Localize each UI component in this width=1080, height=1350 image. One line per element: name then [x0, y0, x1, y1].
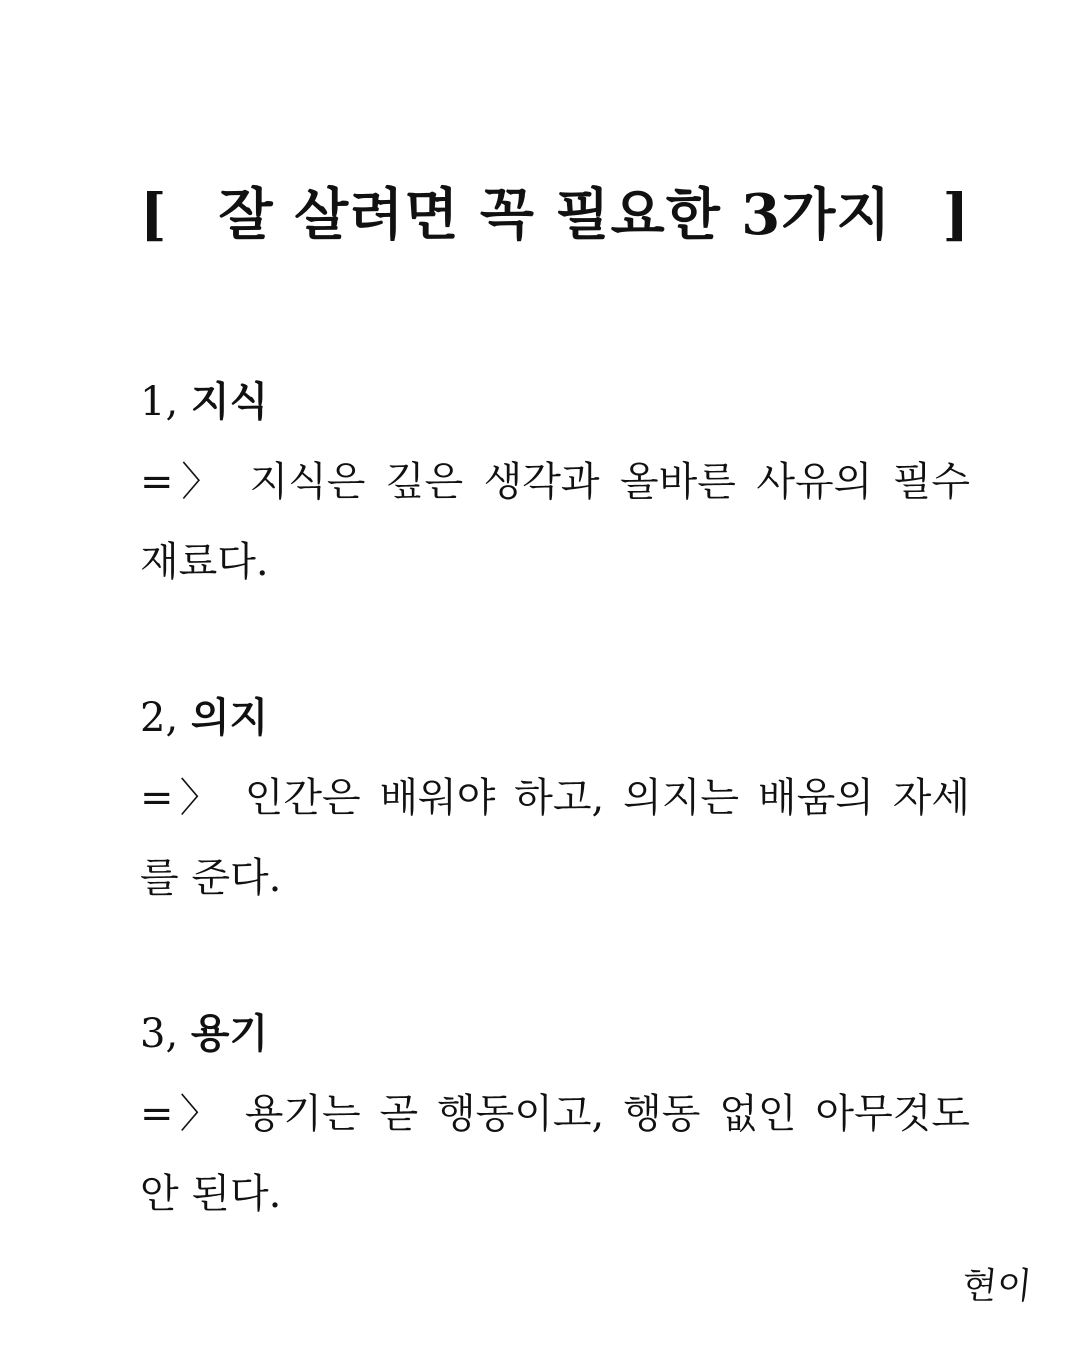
section-number: 2, — [140, 695, 179, 741]
section-courage — [140, 1004, 970, 1224]
page-title — [140, 170, 970, 260]
section-heading — [140, 372, 970, 432]
title-close-bracket: ] — [942, 182, 970, 248]
section-heading — [140, 688, 970, 748]
section-will — [140, 688, 970, 908]
section-title: 지식 — [190, 378, 269, 425]
title-open-bracket: [ — [140, 182, 168, 248]
section-title: 의지 — [190, 694, 269, 741]
section-body-line: =〉 용기는 곧 행동이고, 행동 없인 아무것도 — [140, 1091, 970, 1137]
section-body-line: =〉 지식은 깊은 생각과 올바른 사유의 필수 — [140, 459, 970, 505]
section-body-line: 를 준다. — [140, 855, 282, 901]
signature: 현이 — [960, 1266, 1035, 1307]
title-text: 잘 살려면 꼭 필요한 3가지 — [218, 182, 892, 248]
section-number: 1, — [140, 379, 179, 425]
section-body-line: =〉 인간은 배워야 하고, 의지는 배움의 자세 — [140, 775, 970, 821]
section-number: 3, — [140, 1011, 179, 1057]
section-body-line: 안 된다. — [140, 1171, 282, 1217]
section-heading — [140, 1004, 970, 1064]
section-title: 용기 — [190, 1010, 269, 1057]
section-knowledge — [140, 372, 970, 592]
section-body-line: 재료다. — [140, 539, 269, 585]
